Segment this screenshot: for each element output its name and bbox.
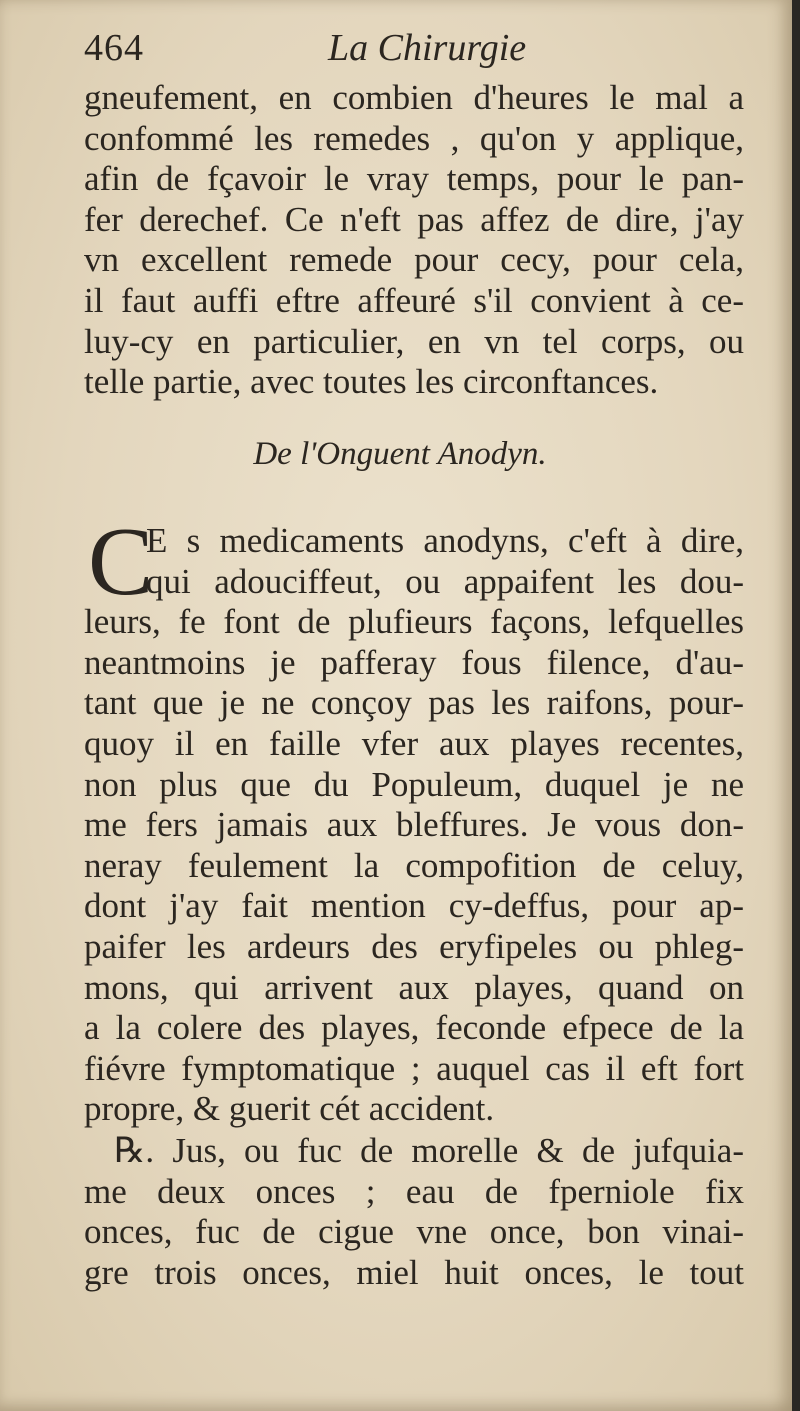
running-title: La Chirurgie	[328, 27, 527, 69]
section-heading: De l'Onguent Anodyn.	[253, 436, 547, 472]
text-line: E s medicaments anodyns, c'eft à dire,	[146, 521, 744, 560]
text-line: paifer les ardeurs des eryfipeles ou phleg-	[84, 926, 744, 966]
text-line: qui adouciffeut, ou appaifent les dou-	[146, 561, 744, 601]
text-line: quoy il en faille vfer aux playes recentes,	[84, 723, 744, 763]
text-line: gre trois onces, miel huit onces, le tout	[84, 1252, 744, 1292]
text-line: gneufement, en combien d'heures le mal a	[84, 78, 744, 117]
text-line: confommé les remedes , qu'on y applique,	[84, 118, 744, 158]
text-line: onces, fuc de cigue vne once, bon vinai-	[84, 1212, 744, 1252]
text-line: vn excellent remede pour cecy, pour cela,	[84, 240, 744, 280]
text-line: me deux onces ; eau de fperniole fix	[84, 1171, 744, 1211]
paragraph-recipe	[84, 1131, 744, 1293]
text-line: neantmoins je pafferay fous filence, d'au-	[84, 642, 744, 682]
text-line: fiévre fymptomatique ; auquel cas il eft fort	[84, 1048, 744, 1088]
text-line: tant que je ne conçoy pas les raifons, pour-	[84, 683, 744, 723]
text-line: me fers jamais aux bleffures. Je vous don-	[84, 805, 744, 845]
text-line: fer derechef. Ce n'eft pas affez de dire, j'ay	[84, 199, 744, 239]
text-line: ℞. Jus, ou fuc de morelle & de jufquia-	[114, 1131, 744, 1170]
text-line: mons, qui arrivent aux playes, quand on	[84, 967, 744, 1007]
drop-cap: C	[88, 508, 154, 616]
paragraph-onguent	[84, 508, 744, 1130]
text-line: non plus que du Populeum, duquel je ne	[84, 764, 744, 804]
text-line: a la colere des playes, feconde efpece de la	[84, 1008, 744, 1048]
text-line: luy-cy en particulier, en vn tel corps, ou	[84, 321, 744, 361]
text-line: dont j'ay fait mention cy-deffus, pour ap-	[84, 886, 744, 926]
text-line: neray feulement la compofition de celuy,	[84, 845, 744, 885]
text-line: leurs, fe font de plufieurs façons, lefquelles	[84, 602, 744, 642]
text-line: il faut auffi eftre affeuré s'il convient à ce-	[84, 280, 744, 320]
paragraph-continued	[84, 78, 744, 403]
running-head	[84, 26, 744, 78]
page-number: 464	[84, 27, 144, 69]
text-line: afin de fçavoir le vray temps, pour le pan-	[84, 159, 744, 199]
text-line: propre, & guerit cét accident.	[84, 1089, 495, 1129]
text-line: telle partie, avec toutes les circonftances.	[84, 362, 659, 402]
